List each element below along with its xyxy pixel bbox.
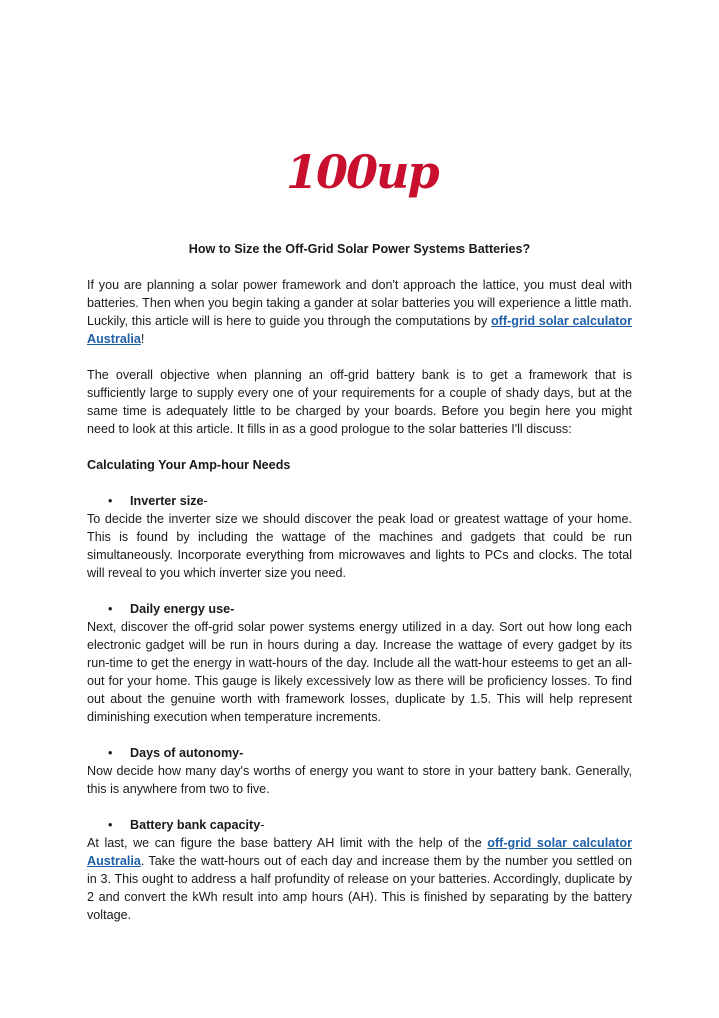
list-item-title: Daily energy use-	[130, 602, 235, 616]
list-item-title: Battery bank capacity	[130, 818, 261, 832]
capacity-text: At last, we can figure the base battery AH limit with the help of the	[87, 836, 488, 850]
list-item-title: Inverter size	[130, 494, 204, 508]
article-body	[87, 240, 632, 924]
list-item-inverter-size	[87, 492, 632, 510]
article-title: How to Size the Off-Grid Solar Power Systems Batteries?	[188, 242, 531, 256]
autonomy-paragraph: Now decide how many day's worths of energy you want to store in your battery bank. Generally, this is anywhere from two to five.	[87, 764, 632, 796]
intro-paragraph	[87, 276, 632, 348]
bullet-icon: •	[108, 602, 113, 616]
capacity-text-end: . Take the watt-hours out of each day and increase them by the number you settled on in 3. This ought to address a half profundity of release on your batteries. Accordingly, duplicate by 2 and convert the kWh result into amp hours (AH). This is finished by separating by the battery voltage.	[87, 854, 632, 922]
inverter-size-paragraph: To decide the inverter size we should discover the peak load or greatest wattage of your home. This is found by including the wattage of the machines and gadgets that could be run simultaneously. Incorporate everything from microwaves and lights to PCs and clocks. The total will reveal to you which inverter size you need.	[87, 512, 632, 580]
list-item-suffix: -	[260, 818, 265, 832]
bullet-icon: •	[108, 746, 113, 760]
list-item-daily-energy	[87, 600, 632, 618]
daily-energy-paragraph: Next, discover the off-grid solar power systems energy utilized in a day. Sort out how long each electronic gadget will be run in hours during a day. Increase the wattage of every gadget by its run-time to get the energy in watt-hours of the day. Include all the watt-hour esteems to get an all-out for your home. This gauge is likely excessively low as there will be proficiency losses. To find out about the genuine worth with framework losses, duplicate by 1.5. This will help represent diminishing execution when temperature increments.	[87, 620, 632, 724]
100up-logo	[282, 140, 442, 220]
intro-text-end: !	[140, 332, 145, 346]
intro-text: If you are planning a solar power framework and don't approach the lattice, you must deal with batteries. Then when you begin taking a gander at solar batteries you will experience a little math. Luckily, this article will is here to guide you through the computations by	[87, 278, 632, 328]
logo-wordmark: 100up	[286, 145, 438, 199]
list-item-autonomy	[87, 744, 632, 762]
list-item-title: Days of autonomy-	[130, 746, 244, 760]
calculator-link-2[interactable]: off-grid solar calculator Australia	[87, 836, 633, 868]
list-item-suffix: -	[203, 494, 208, 508]
bullet-icon: •	[108, 494, 113, 508]
list-item-battery-capacity	[87, 816, 632, 834]
battery-capacity-paragraph	[87, 834, 632, 924]
bullet-icon: •	[108, 818, 113, 832]
objective-paragraph: The overall objective when planning an off-grid battery bank is to get a framework that is sufficiently large to supply every one of your requirements for a couple of shady days, but at the same time is adequately little to be charged by your boards. Before you begin here you might need to look at this article. It fills in as a good prologue to the solar batteries I'll discuss:	[87, 368, 632, 436]
calculator-link[interactable]: off-grid solar calculator Australia	[87, 314, 633, 346]
section-heading: Calculating Your Amp-hour Needs	[87, 458, 291, 472]
